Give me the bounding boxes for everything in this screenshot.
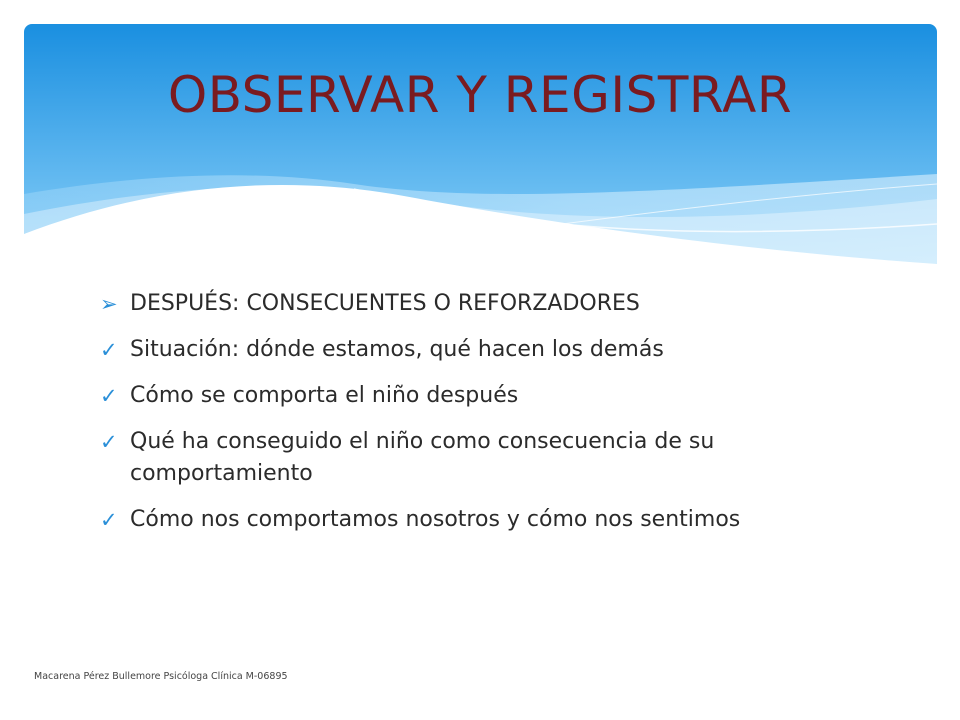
- bullet-item: [98, 504, 898, 536]
- footer-credit: Macarena Pérez Bullemore Psicóloga Clínica M-06895: [34, 671, 288, 682]
- checkmark-icon: ✓: [100, 508, 118, 532]
- bullet-text: Qué ha conseguido el niño como consecuencia de su comportamiento: [130, 429, 715, 486]
- bullet-item: [98, 426, 898, 490]
- arrow-bullet-icon: ➢: [100, 292, 118, 316]
- checkmark-icon: ✓: [100, 338, 118, 362]
- checkmark-icon: ✓: [100, 384, 118, 408]
- bullet-text: Cómo se comporta el niño después: [130, 383, 519, 408]
- bullet-text: Cómo nos comportamos nosotros y cómo nos sentimos: [130, 507, 741, 532]
- header-banner: [24, 24, 937, 274]
- bullet-item: [98, 288, 898, 320]
- bullet-item: [98, 380, 898, 412]
- bullet-list: [98, 288, 898, 550]
- checkmark-icon: ✓: [100, 430, 118, 454]
- slide-title: OBSERVAR Y REGISTRAR: [167, 66, 793, 124]
- bullet-item: [98, 334, 898, 366]
- bullet-text: Situación: dónde estamos, qué hacen los demás: [130, 337, 664, 362]
- bullet-text: DESPUÉS: CONSECUENTES O REFORZADORES: [130, 291, 640, 316]
- wave-background: [24, 24, 937, 274]
